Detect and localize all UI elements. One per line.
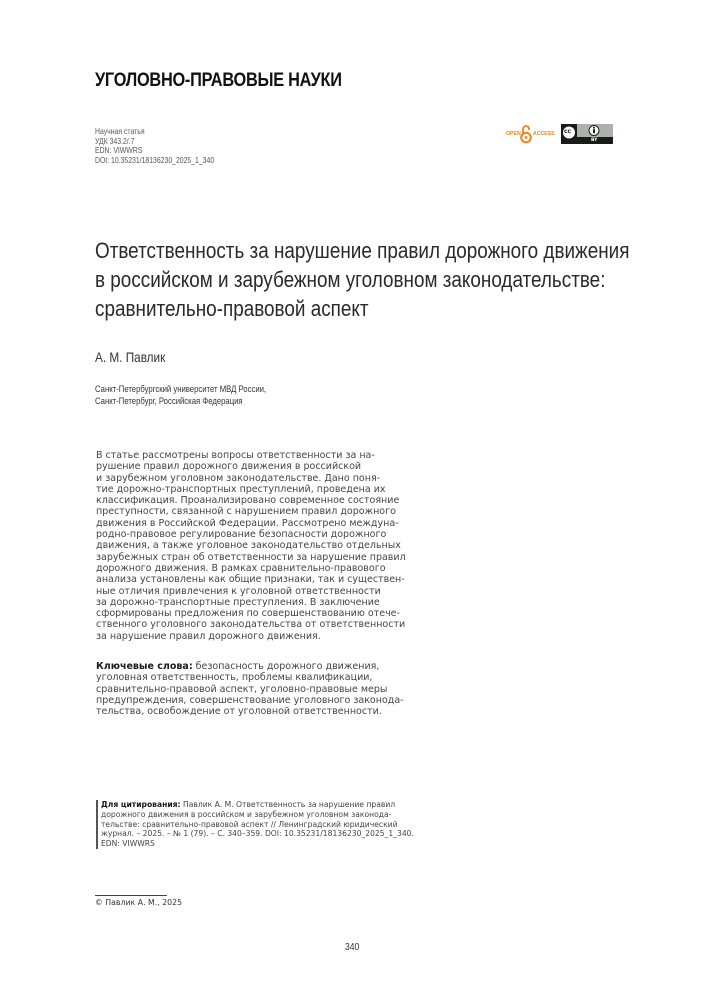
abstract-line: за дорожно-транспортные преступления. В заключение (96, 596, 380, 608)
open-access-badge (506, 124, 556, 144)
doi-code: DOI: 10.35231/18136230_2025_1_340 (95, 154, 215, 165)
citation-text: Павлик А. М. Ответственность за нарушение правил (180, 800, 396, 809)
keywords-first-line (96, 661, 436, 672)
abstract-line: В статье рассмотрены вопросы ответственности за на- (96, 450, 375, 461)
keywords-line: тельства, освобождение от уголовной ответственности. (96, 706, 382, 718)
abstract-line: движения, а также уголовное законодательство отдельных (96, 540, 401, 552)
author-affiliation (95, 384, 266, 408)
abstract-line: тие дорожно-транспортных преступлений, проведена их (96, 483, 386, 495)
footnote-divider (95, 895, 167, 896)
open-access-label-left: OPEN (506, 131, 521, 137)
abstract-line: зарубежных стран об ответственности за нарушение правил (96, 551, 406, 563)
keywords-text: безопасность дорожного движения, (192, 661, 380, 672)
article-title (95, 236, 630, 323)
keywords (96, 661, 436, 717)
title-line: Ответственность за нарушение правил дорожного движения (95, 238, 630, 263)
page-number: 340 (345, 942, 360, 953)
open-access-label-right: ACCESS (533, 131, 555, 137)
citation-first-line (101, 800, 431, 810)
abstract-line: движения в Российской Федерации. Рассмотрено междуна- (96, 517, 399, 529)
article-meta (95, 127, 214, 165)
abstract-line: анализа установлены как общие признаки, так и существен- (96, 574, 405, 586)
keywords-label: Ключевые слова: (96, 661, 193, 672)
citation-line: дорожного движения в российском и зарубежном уголовном законода- (101, 809, 392, 819)
keywords-line: предупреждения, совершенствование уголовного законода- (96, 694, 404, 706)
abstract-line: ственного уголовного законодательства от ответственности (96, 619, 406, 631)
citation-line: EDN: VIWWRS (101, 839, 155, 849)
section-title: УГОЛОВНО-ПРАВОВЫЕ НАУКИ (95, 70, 342, 91)
cc-by-license-badge (561, 124, 613, 144)
abstract-line: и зарубежном уголовном законодательстве. Дано поня- (96, 472, 381, 484)
keywords-line: сравнительно-правовой аспект, уголовно-правовые меры (96, 683, 388, 695)
cc-by-label: BY (591, 137, 598, 143)
copyright-notice: © Павлик А. М., 2025 (95, 898, 183, 907)
title-line: сравнительно-правовой аспект (95, 296, 369, 321)
citation-label: Для цитирования: (101, 800, 181, 809)
article-type: Научная статья (95, 126, 145, 136)
author-name: А. М. Павлик (95, 349, 166, 365)
abstract-line: ные отличия привлечения к уголовной ответственности (96, 585, 381, 597)
citation-block (96, 800, 431, 849)
udk-code: УДК 343.2/.7 (95, 135, 135, 146)
affiliation-line: Санкт-Петербургский университет МВД России, (95, 384, 267, 394)
edn-code: EDN: VIWWRS (95, 145, 143, 156)
abstract-line: рушение правил дорожного движения в российской (96, 461, 362, 473)
cc-symbol: cc (564, 127, 572, 135)
abstract-line: за нарушение правил дорожного движения. (96, 630, 321, 642)
abstract-line: сформированы предложения по совершенствованию отече- (96, 608, 400, 620)
abstract-line: преступности, связанной с нарушением правил дорожного (96, 506, 396, 518)
abstract-line: классификация. Проанализировано современное состояние (96, 495, 400, 507)
abstract (96, 450, 436, 642)
abstract-line: родно-правовое регулирование безопасности дорожного (96, 529, 387, 541)
citation-line: журнал. – 2025. – № 1 (79). – С. 340–359. DOI: 10.35231/18136230_2025_1_340. (101, 829, 414, 839)
affiliation-line: Санкт-Петербург, Российская Федерация (95, 395, 243, 406)
open-access-lock-icon (520, 124, 532, 144)
keywords-line: уголовная ответственность, проблемы квалификации, (96, 672, 373, 684)
title-line: в российском и зарубежном уголовном законодательстве: (95, 267, 606, 292)
abstract-line: дорожного движения. В рамках сравнительно-правового (96, 562, 386, 574)
citation-line: тельстве: сравнительно-правовой аспект // Ленинградский юридический (101, 819, 398, 829)
